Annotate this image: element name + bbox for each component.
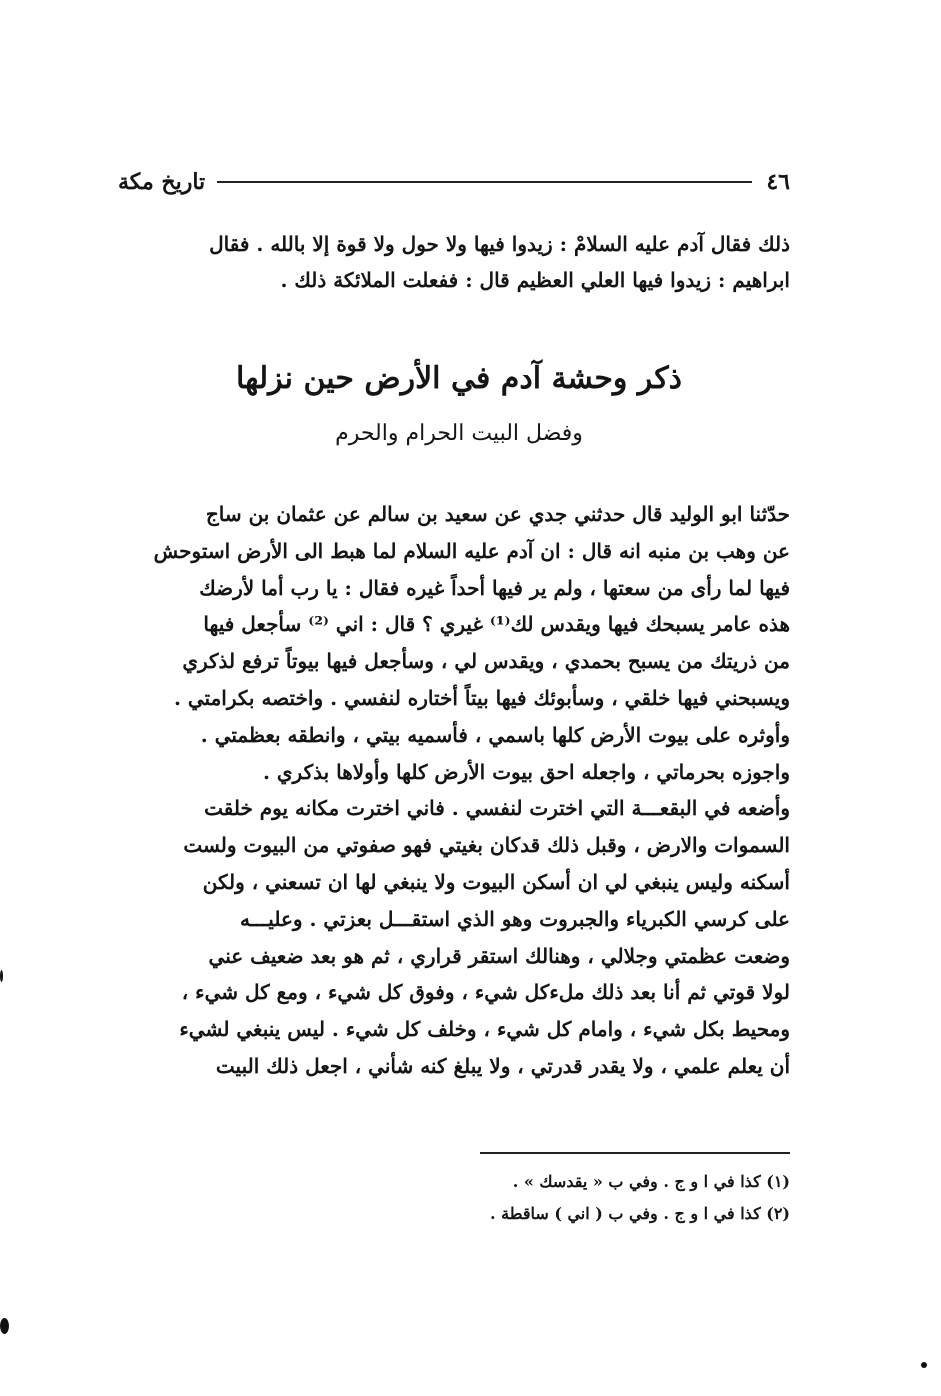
body-line: هذه عامر يسبحك فيها ويقدس لك⁽¹⁾ غيري ؟ قال : اني ⁽²⁾ سأجعل فيها	[203, 612, 790, 637]
body-line: وأضعه في البقعـــة التي اخترت لنفسي . فاني اخترت مكانه يوم خلقت	[204, 796, 790, 821]
footnote-2: (٢) كذا في ا و ج . وفي ب ( اني ) ساقطة .	[489, 1204, 790, 1223]
intro-line: ابراهيم : زيدوا فيها العلي العظيم قال : ففعلت الملائكة ذلك .	[280, 268, 790, 292]
intro-paragraph	[128, 226, 790, 298]
page-number: ٤٦	[766, 169, 790, 195]
footnote-rule	[480, 1152, 790, 1154]
body-line: من ذريتك من يسبح بحمدي ، ويقدس لي ، وسأجعل فيها بيوتاً ترفع لذكري	[182, 649, 790, 674]
section-subheading: وفضل البيت الحرام والحرم	[335, 421, 583, 446]
body-line: ويسبحني فيها خلقي ، وسأبوئك فيها بيتاً أختاره لنفسي . واختصه بكرامتي .	[173, 685, 790, 710]
body-line: فيها لما رأى من سعتها ، ولم ير فيها أحداً غيره فقال : يا رب أما لأرضك	[199, 575, 790, 600]
body-line: أسكنه وليس ينبغي لي ان أسكن البيوت ولا ينبغي لها ان تسعني ، ولكن	[202, 869, 790, 894]
scan-speck	[921, 1362, 927, 1368]
body-line: أن يعلم علمي ، ولا يقدر قدرتي ، ولا يبلغ كنه شأني ، اجعل ذلك البيت	[215, 1053, 790, 1078]
header-rule	[217, 181, 752, 183]
body-line: حدّثنا ابو الوليد قال حدثني جدي عن سعيد بن سالم عن عثمان بن ساج	[205, 502, 790, 526]
body-line: ومحيط بكل شيء ، وامام كل شيء ، وخلف كل شيء . ليس ينبغي لشيء	[179, 1017, 790, 1042]
scan-speck	[0, 1318, 9, 1334]
body-line: عن وهب بن منبه انه قال : ان آدم عليه السلام لما هبط الى الأرض استوحش	[153, 538, 790, 563]
footnotes	[420, 1166, 790, 1230]
body-line: وأوثره على بيوت الأرض كلها باسمي ، فأسميه بيتي ، وانطقه بعظمتي .	[200, 722, 790, 747]
body-line: واجوزه بحرماتي ، واجعله احق بيوت الأرض كلها وأولاها بذكري .	[262, 759, 790, 784]
body-line: لولا قوتي ثم أنا بعد ذلك ملءكل شيء ، وفوق كل شيء ، ومع كل شيء ،	[181, 980, 790, 1005]
running-header	[118, 162, 790, 202]
section-heading: ذكر وحشة آدم في الأرض حين نزلها	[235, 361, 682, 396]
body-line: وضعت عظمتي وجلالي ، وهنالك استقر قراري ، ثم هو بعد ضعيف عني	[208, 943, 790, 968]
scan-speck	[0, 970, 3, 982]
body-line: على كرسي الكبرياء والجبروت وهو الذي استقـــل بعزتي . وعليـــه	[239, 906, 790, 931]
main-paragraph	[128, 496, 790, 1085]
footnote-1: (١) كذا في ا و ج . وفي ب « يقدسك » .	[512, 1172, 790, 1191]
running-title: تاريخ مكة	[118, 169, 206, 195]
body-line: السموات والارض ، وقبل ذلك قدكان بغيتي فهو صفوتي من البيوت ولست	[183, 833, 790, 858]
intro-line: ذلك فقال آدم عليه السلامْ : زيدوا فيها ولا حول ولا قوة إلا بالله . فقال	[209, 232, 790, 256]
